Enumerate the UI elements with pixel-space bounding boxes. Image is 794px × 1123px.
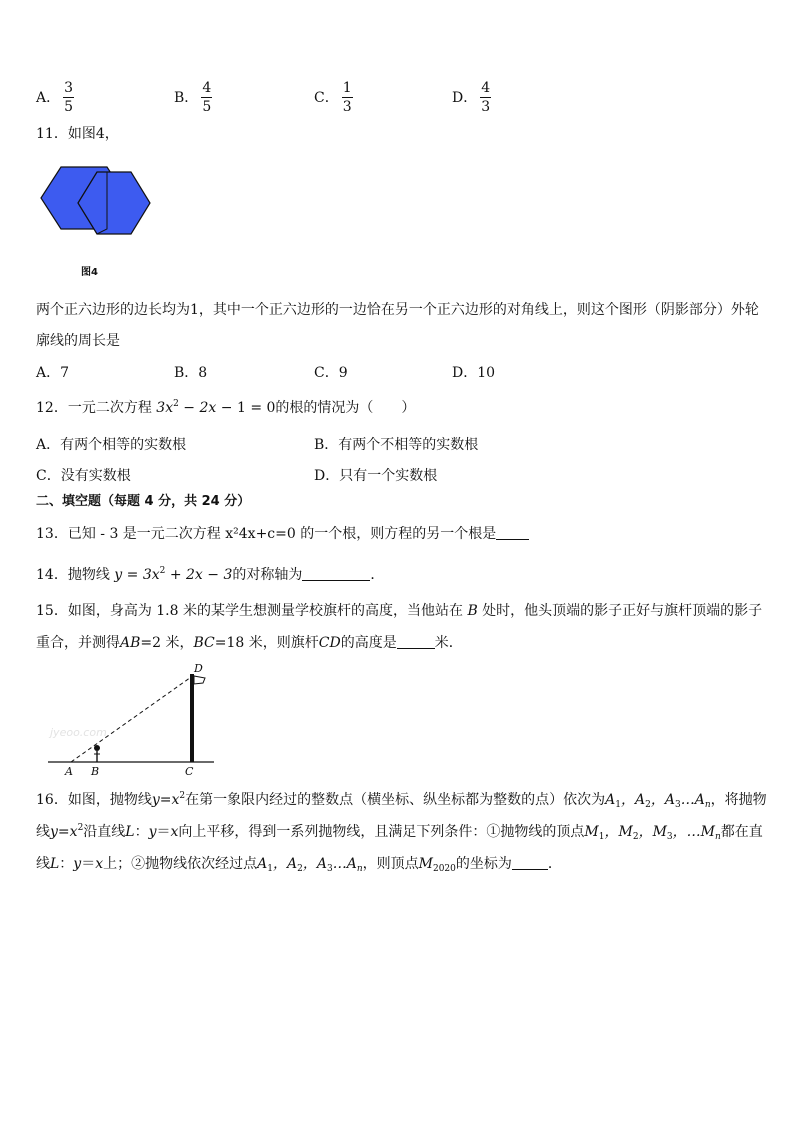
answer-blank[interactable] [397,636,435,649]
answer-blank[interactable] [302,568,370,581]
q13-text: 13．已知 - 3 是一元二次方程 x²4x+c=0 的一个根，则方程的另一个根是 [36,524,760,544]
q16-line1: 16．如图，抛物线$y=x^2$在第一象限内经过的整数点（横坐标、纵坐标都为整数的点）依次为$A_1$，$A_2$，$A_3\dots A_n$，将抛物 [36,791,767,810]
q16-line3: 线L：y＝x上；②抛物线依次经过点$A_1$，$A_2$，$A_3\dots A_n$，则顶点$M_{2020}$的坐标为 ． [36,856,562,874]
option-label: C． [314,90,339,106]
label-d: D [194,662,203,675]
q15-line2: 重合，并测得AB=2 米，BC=18 米，则旗杆CD的高度是 米． [36,635,463,651]
answer-blank[interactable] [496,527,529,540]
option-label: B． [174,90,199,106]
q12-option-b[interactable]: B．有两个不相等的实数根 [314,437,479,453]
q10-option-a[interactable] [36,77,74,117]
flag-icon [194,676,205,684]
equation: $3x^2 - 2x - 1 = 0$ [156,399,276,416]
flagpole-figure [44,660,224,780]
shadow-line [71,675,194,762]
q10-option-b[interactable] [174,77,212,117]
equation: $y = 3x^2 + 2x - 3$ [114,566,233,583]
q14-text: 14．抛物线 $y = 3x^2 + 2x - 3$的对称轴为 ． [36,566,385,583]
label-a: A [65,765,73,778]
q12-stem: 12．一元二次方程 $3x^2 - 2x - 1 = 0$的根的情况为（ ） [36,399,416,416]
q10-option-c[interactable] [314,77,353,117]
q12-option-c[interactable]: C．没有实数根 [36,468,131,484]
label-b: B [91,765,100,778]
q15-line1: 15．如图，身高为 1.8 米的某学生想测量学校旗杆的高度，当他站在 B 处时，他头顶端的影子正好与旗杆顶端的影子 [36,603,763,619]
q16-line2: 线$y=x^2$沿直线L：y＝x向上平移，得到一系列抛物线，且满足下列条件：①抛物线的顶点$M_1$，$M_2$，$M_3$，$\dots M_n$都在直 [36,823,763,842]
option-label: A． [36,90,61,106]
answer-blank[interactable] [512,857,548,870]
hexagon-figure [36,163,156,278]
q10-option-d[interactable] [452,77,491,117]
q11-text-line2: 廓线的周长是 [36,333,120,349]
label-c: C [185,765,194,778]
watermark: jyeoo.com [50,726,107,739]
fraction: $\frac{3}{5}$ [64,79,74,115]
person-head [94,745,100,751]
q12-option-a[interactable]: A．有两个相等的实数根 [36,437,187,453]
q11-option-a[interactable]: A．7 [36,365,70,381]
q11-option-d[interactable]: D．10 [452,365,496,381]
fraction: $\frac{4}{3}$ [481,79,491,115]
q11-text-line1: 两个正六边形的边长均为1，其中一个正六边形的一边恰在另一个正六边形的对角线上，则这个图形（阴影部分）外轮 [36,302,759,318]
option-label: D． [452,90,478,106]
q11-stem: 11．如图4， [36,126,119,142]
q10-options [36,77,756,117]
section-title: 二、填空题（每题 4 分，共 24 分） [36,494,251,509]
figure-caption: 图4 [81,267,98,278]
fraction: $\frac{1}{3}$ [342,79,352,115]
q11-option-b[interactable]: B．8 [174,365,208,381]
q11-option-c[interactable]: C．9 [314,365,348,381]
flagpole [190,674,194,762]
fraction: $\frac{4}{5}$ [202,79,212,115]
q11-options [36,352,756,392]
q12-option-d[interactable]: D．只有一个实数根 [314,468,438,484]
